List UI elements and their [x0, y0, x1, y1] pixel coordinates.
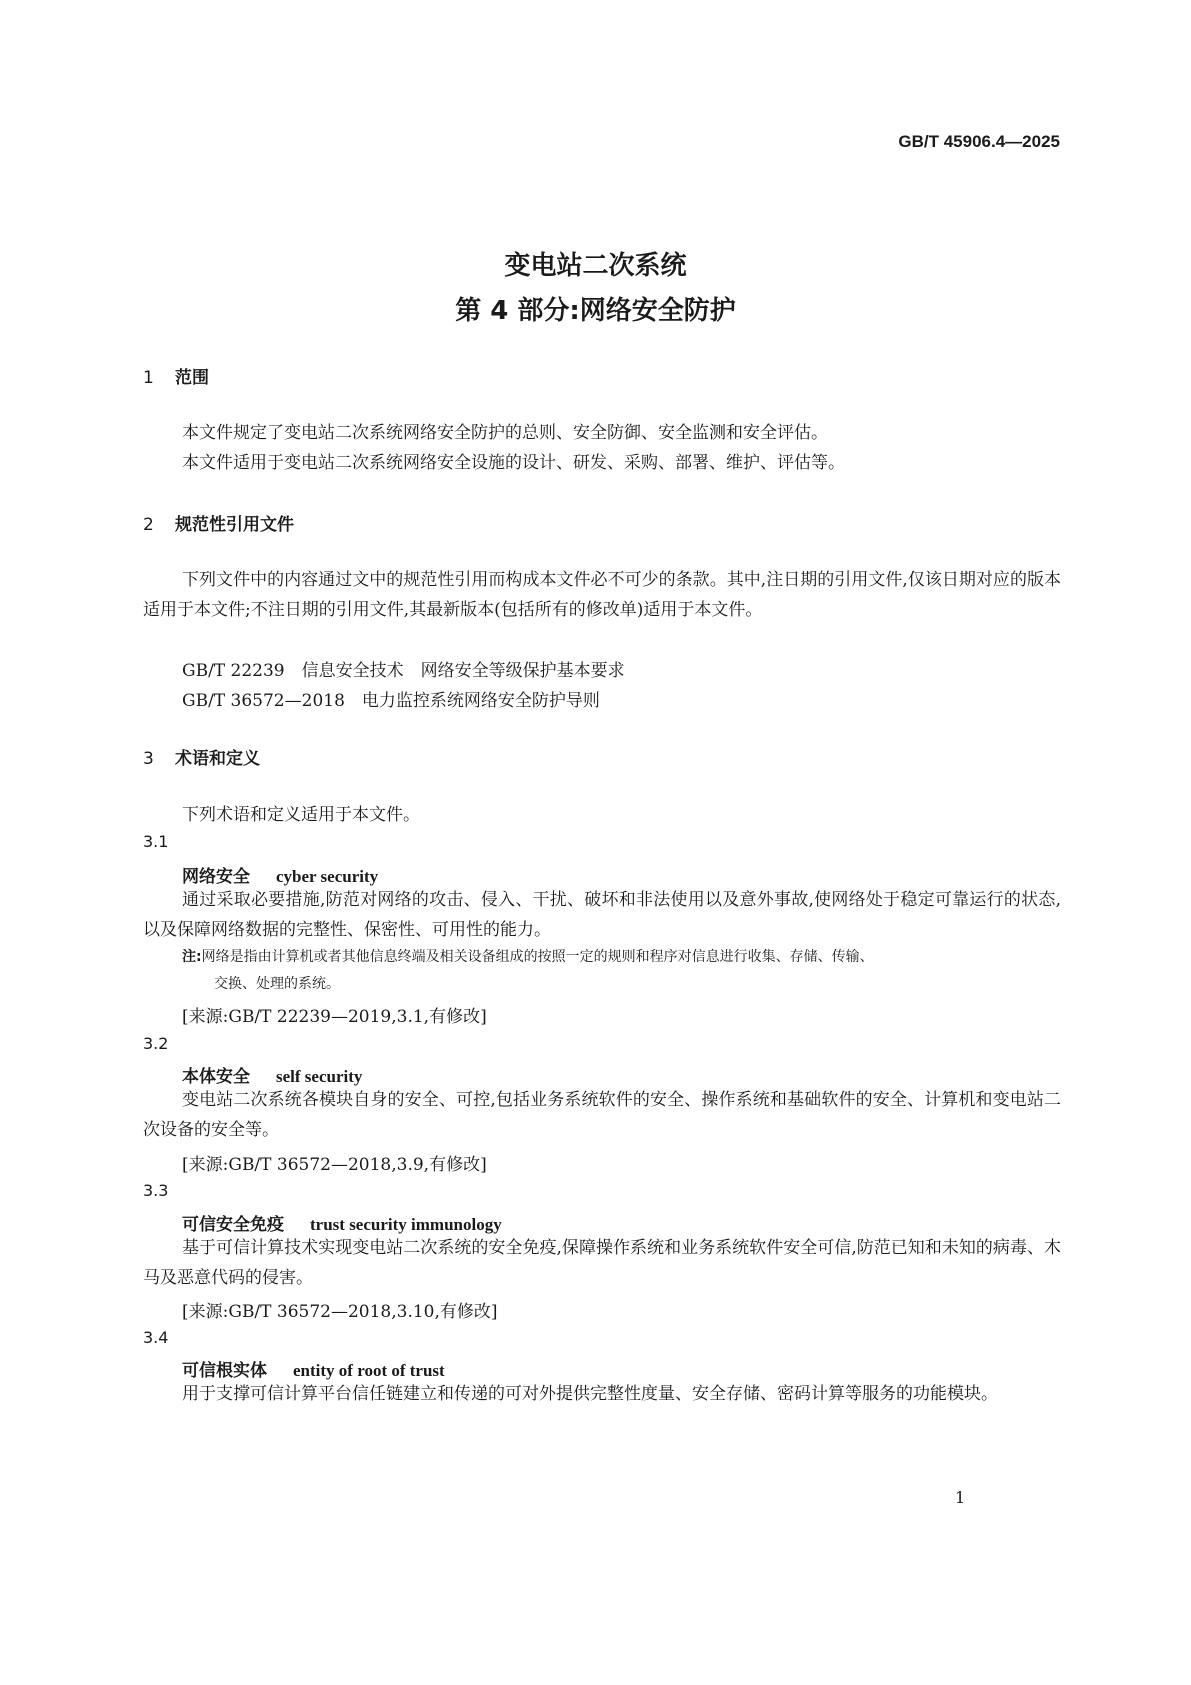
- section-1-paragraph-1: 本文件规定了变电站二次系统网络安全防护的总则、安全防御、安全监测和安全评估。: [182, 423, 828, 443]
- section-number: 2: [143, 515, 154, 535]
- term-title: [182, 1356, 445, 1381]
- term-definition: 用于支撑可信计算平台信任链建立和传递的可对外提供完整性度量、安全存储、密码计算等服务的功能模块。: [182, 1384, 998, 1404]
- section-number: 3: [143, 749, 154, 769]
- section-2-heading: [143, 510, 294, 535]
- term-source: [来源:GB/T 36572—2018,3.10,有修改]: [182, 1302, 498, 1322]
- term-note: [182, 944, 1062, 998]
- section-1-heading: [143, 363, 209, 388]
- section-title: 术语和定义: [175, 749, 260, 769]
- term-name-en: entity of root of trust: [293, 1361, 445, 1380]
- section-2-paragraph: 下列文件中的内容通过文中的规范性引用而构成本文件必不可少的条款。其中,注日期的引用文件,仅该日期对应的版本适用于本文件;不注日期的引用文件,其最新版本(包括所有的修改单)适用于本文件。: [143, 570, 1061, 620]
- term-number: 3.4: [143, 1328, 169, 1347]
- term-definition: 变电站二次系统各模块自身的安全、可控,包括业务系统软件的安全、操作系统和基础软件的安全、计算机和变电站二次设备的安全等。: [143, 1090, 1061, 1140]
- term-name-zh: 本体安全: [182, 1067, 250, 1087]
- section-1-paragraph-2: 本文件适用于变电站二次系统网络安全设施的设计、研发、采购、部署、维护、评估等。: [182, 453, 845, 473]
- section-title: 范围: [175, 368, 209, 388]
- document-title: 变电站二次系统: [504, 251, 687, 281]
- note-text-line-1: 网络是指由计算机或者其他信息终端及相关设备组成的按照一定的规则和程序对信息进行收集、存储、传输、: [201, 949, 874, 965]
- page-number: 1: [955, 1488, 966, 1507]
- term-number: 3.3: [143, 1181, 169, 1200]
- term-name-en: self security: [276, 1067, 363, 1086]
- term-name-en: trust security immunology: [310, 1215, 502, 1234]
- term-title: [182, 1210, 502, 1235]
- section-title: 规范性引用文件: [175, 515, 294, 535]
- section-number: 1: [143, 368, 154, 388]
- term-source: [来源:GB/T 22239—2019,3.1,有修改]: [182, 1007, 487, 1027]
- standard-code: GB/T 45906.4—2025: [898, 132, 1060, 151]
- term-title: [182, 862, 378, 887]
- section-3-heading: [143, 744, 260, 769]
- note-label: 注:: [182, 949, 202, 965]
- term-source: [来源:GB/T 36572—2018,3.9,有修改]: [182, 1155, 487, 1175]
- term-title: [182, 1062, 362, 1087]
- term-definition: 通过采取必要措施,防范对网络的攻击、侵入、干扰、破坏和非法使用以及意外事故,使网络处于稳定可靠运行的状态,以及保障网络数据的完整性、保密性、可用性的能力。: [143, 890, 1061, 940]
- note-text-line-2: 交换、处理的系统。: [214, 976, 340, 992]
- term-number: 3.2: [143, 1034, 169, 1053]
- term-name-zh: 可信根实体: [182, 1361, 267, 1381]
- term-name-en: cyber security: [276, 867, 379, 886]
- normative-reference-2: GB/T 36572—2018 电力监控系统网络安全防护导则: [182, 691, 600, 711]
- normative-reference-1: GB/T 22239 信息安全技术 网络安全等级保护基本要求: [182, 661, 625, 681]
- term-number: 3.1: [143, 832, 169, 851]
- term-name-zh: 网络安全: [182, 867, 250, 887]
- term-name-zh: 可信安全免疫: [182, 1215, 284, 1235]
- section-3-intro: 下列术语和定义适用于本文件。: [182, 805, 420, 825]
- document-subtitle: 第 4 部分:网络安全防护: [455, 296, 736, 326]
- term-definition: 基于可信计算技术实现变电站二次系统的安全免疫,保障操作系统和业务系统软件安全可信,防范已知和未知的病毒、木马及恶意代码的侵害。: [143, 1238, 1061, 1288]
